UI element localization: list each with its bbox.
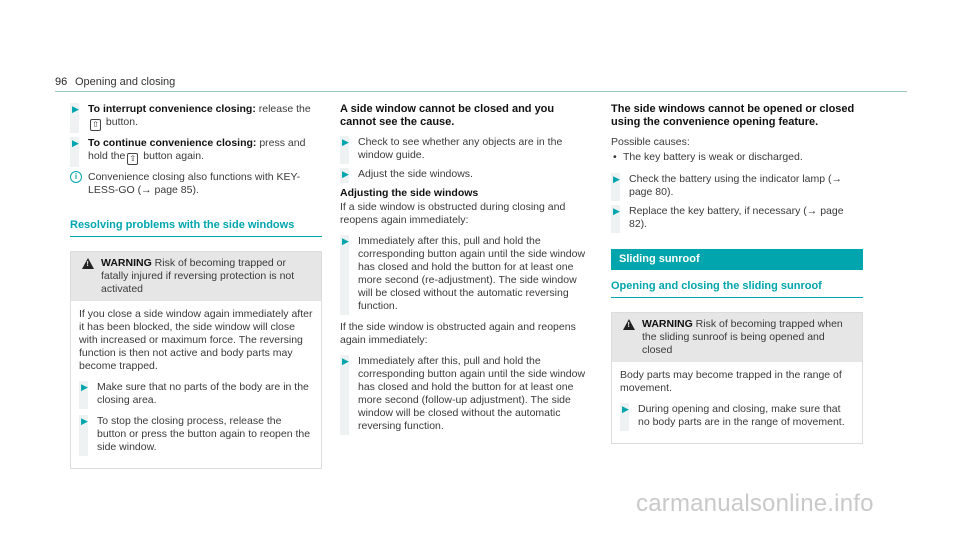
- paragraph: If the side window is obstructed again and reopens again immediately:: [340, 321, 576, 346]
- warning-box: [611, 312, 863, 444]
- warning-box: [70, 251, 322, 469]
- play-arrow-icon: ▶: [72, 104, 79, 114]
- warning-triangle-icon: !: [623, 319, 635, 330]
- step-check-battery: [611, 173, 863, 199]
- step-text: press and hold the: [88, 137, 306, 162]
- section-link-sunroof[interactable]: Opening and closing the sliding sunroof: [611, 280, 863, 298]
- info-icon: i: [70, 171, 82, 183]
- warning-body: [612, 362, 862, 443]
- step-text: During opening and closing, make sure that no body parts are in the range of movement.: [638, 403, 845, 428]
- paragraph: If a side window is obstructed during closing and reopens again immediately:: [340, 201, 566, 226]
- step-interrupt-closing: [70, 103, 322, 131]
- play-arrow-icon: ▶: [622, 404, 629, 414]
- step-continue-closing: [70, 137, 322, 165]
- warning-head-text: Risk of becoming trapped when the sliding sunroof is being opened and closed: [642, 318, 843, 356]
- step-text: Check the battery using the indicator lamp (→ page 80).: [629, 173, 843, 198]
- warning-body-text: Body parts may become trapped in the range of movement.: [620, 369, 842, 394]
- warning-word: WARNING: [642, 318, 693, 330]
- play-arrow-icon: ▶: [613, 206, 620, 216]
- step-text: Immediately after this, pull and hold the corresponding button again until the side window has closed and hold the button for at least one more second (re-adjustment). The side window will be closed without the automatic reversing function.: [358, 235, 586, 312]
- warning-step: [620, 403, 854, 429]
- info-note: [70, 171, 322, 197]
- step-text: Make sure that no parts of the body are in the closing area.: [97, 381, 309, 406]
- warning-triangle-icon: !: [82, 258, 94, 269]
- warning-head-text: Risk of becoming trapped or fatally injured if reversing protection is not activated: [101, 257, 295, 295]
- step-title: To interrupt convenience closing:: [88, 103, 256, 115]
- play-arrow-icon: ▶: [342, 169, 349, 179]
- causes-label: Possible causes:: [611, 136, 690, 148]
- watermark: carmanualsonline.info: [636, 490, 874, 517]
- warning-step: [79, 381, 313, 407]
- warning-body-text: If you close a side window again immediately after it has been blocked, the side window will close with increased or maximum force. The reversing function is then not active and body parts may become trapped.: [79, 308, 313, 372]
- section-link-side-windows[interactable]: Resolving problems with the side windows: [70, 219, 322, 237]
- play-arrow-icon: ▶: [342, 137, 349, 147]
- step-text: button.: [103, 116, 139, 128]
- page-section-title: Opening and closing: [75, 76, 176, 88]
- warning-body: [71, 301, 321, 468]
- step-text: Adjust the side windows.: [358, 168, 473, 180]
- section-banner: Sliding sunroof: [611, 249, 863, 270]
- problem-title: The side windows cannot be opened or closed using the convenience opening feature.: [611, 103, 855, 128]
- step-text: To stop the closing process, release the button or press the button again to reopen the side window.: [97, 415, 311, 453]
- subsection-title: Adjusting the side windows: [340, 187, 479, 199]
- window-switch-icon: ⇧: [90, 119, 101, 131]
- note-text: Convenience closing also functions with KEY-LESS-GO (→ page 85).: [88, 171, 301, 196]
- step-text: Check to see whether any objects are in the window guide.: [358, 136, 563, 161]
- step-check-objects: [340, 136, 592, 162]
- step-readjustment: [340, 235, 592, 313]
- column-right: [611, 103, 863, 444]
- step-title: To continue convenience closing:: [88, 137, 257, 149]
- step-text: release the: [255, 103, 311, 115]
- step-follow-up-adjustment: [340, 355, 592, 433]
- cause-item: • The key battery is weak or discharged.: [611, 151, 863, 164]
- warning-step: [79, 415, 313, 454]
- play-arrow-icon: ▶: [342, 236, 349, 246]
- window-switch-icon: ⇧: [127, 153, 138, 165]
- step-adjust-windows: [340, 168, 592, 181]
- step-text: Immediately after this, pull and hold the corresponding button again until the side window has closed and hold the button for at least one more second (follow-up adjustment). The side window will be closed without the automatic reversing function.: [358, 355, 586, 432]
- column-middle: [340, 103, 592, 439]
- step-replace-battery: [611, 205, 863, 231]
- step-text: button again.: [140, 150, 205, 162]
- warning-header: [71, 252, 321, 301]
- column-left: [70, 103, 322, 469]
- play-arrow-icon: ▶: [342, 356, 349, 366]
- step-text: Replace the key battery, if necessary (→ page 82).: [629, 205, 844, 230]
- play-arrow-icon: ▶: [72, 138, 79, 148]
- page-header: [55, 0, 907, 92]
- page-number: 96: [55, 76, 68, 88]
- play-arrow-icon: ▶: [81, 416, 88, 426]
- warning-header: [612, 313, 862, 362]
- play-arrow-icon: ▶: [81, 382, 88, 392]
- play-arrow-icon: ▶: [613, 174, 620, 184]
- problem-title: A side window cannot be closed and you cannot see the cause.: [340, 103, 555, 128]
- warning-word: WARNING: [101, 257, 152, 269]
